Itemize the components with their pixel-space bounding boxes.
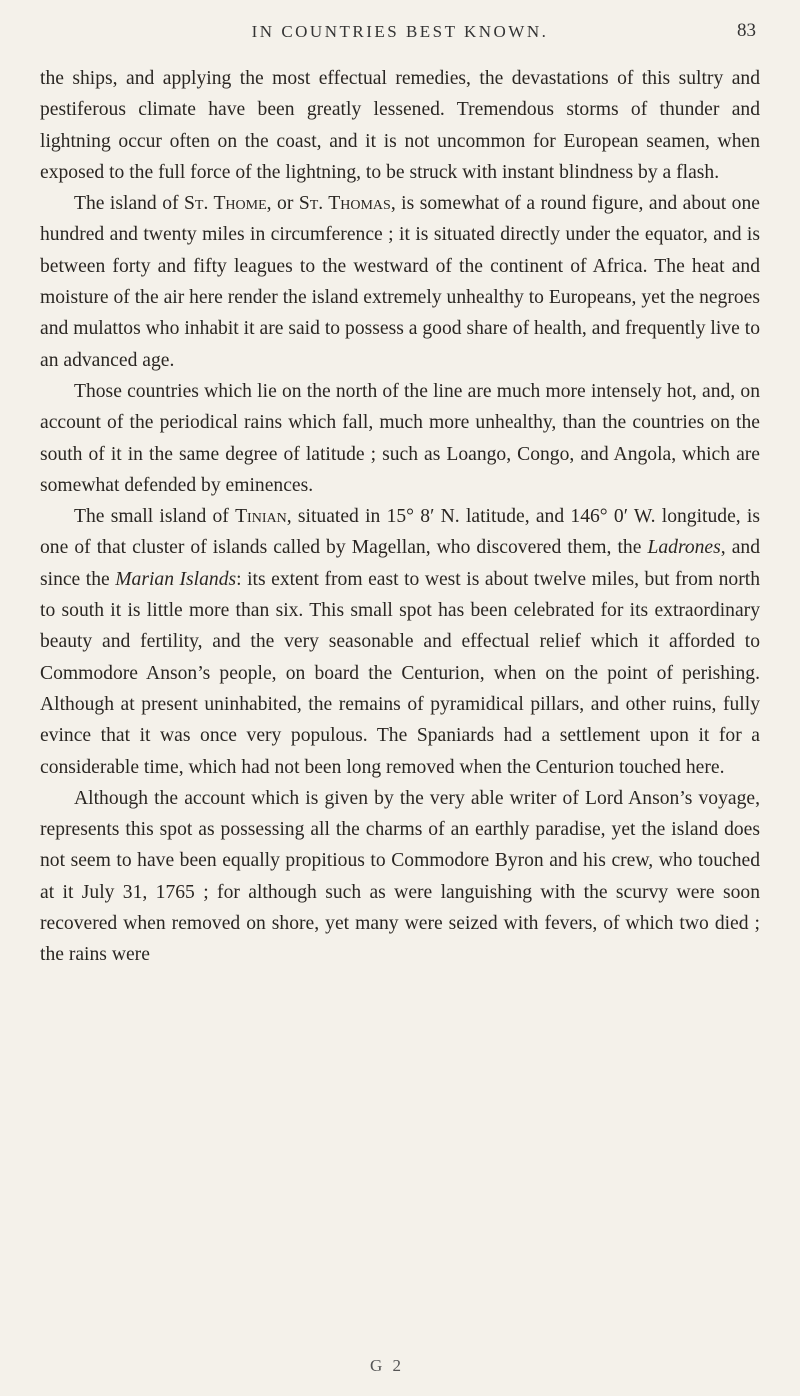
running-title: IN COUNTRIES BEST KNOWN. bbox=[251, 22, 549, 41]
text-run: , is somewhat of a round figure, and about one hundred and twenty miles in circumference ; it is situated directly under the equator, and is between forty and fifty leagues to the westward of the continent of Africa. The heat and moisture of the air here render the island extremely unhealthy to Europeans, yet the negroes and mulattos who inhabit it are said to possess a good share of health, and frequently live to an advanced age. bbox=[40, 193, 760, 371]
paragraph bbox=[40, 501, 760, 783]
small-caps-name: St. Thome bbox=[184, 193, 267, 215]
signature-mark: G 2 bbox=[370, 1356, 405, 1375]
page-number: 83 bbox=[737, 20, 756, 41]
italic-term: Marian Islands bbox=[115, 568, 237, 590]
paragraph bbox=[40, 376, 760, 501]
text-run: Those countries which lie on the north of the line are much more intensely hot, and, on account of the periodical rains which fall, much more unhealthy, than the countries on the south of it in the same degree of latitude ; such as Loango, Congo, and Angola, which are somewhat defended by eminences. bbox=[40, 380, 760, 496]
body-text bbox=[40, 63, 760, 971]
paragraph bbox=[40, 63, 760, 188]
text-run: , and since the bbox=[40, 537, 760, 590]
small-caps-name: Tinian bbox=[235, 506, 287, 528]
italic-term: Ladrones bbox=[647, 537, 721, 559]
paragraph bbox=[40, 188, 760, 376]
paragraph bbox=[40, 783, 760, 971]
text-run: The island of bbox=[74, 193, 184, 215]
text-run: : its extent from east to west is about twelve miles, but from north to south it is little more than six. This small spot has been celebrated for its extraordinary beauty and fertility, and the very seasonable and effectual relief which it afforded to Commodore Anson’s people, on board the Centurion, when on the point of perishing. Although at present uninhabited, the remains of pyramidical pillars, and other ruins, fully evince that it was once very populous. The Spaniards had a settlement upon it for a considerable time, which had not been long removed when the Centurion touched here. bbox=[40, 568, 760, 778]
text-run: , or bbox=[266, 193, 299, 215]
text-run: , situated in 15° 8′ N. latitude, and 146° 0′ W. longitude, is one of that cluster of islands called by Magellan, who discovered them, the bbox=[40, 506, 760, 559]
text-run: the ships, and applying the most effectual remedies, the devastations of this sultry and pestiferous climate have been greatly lessened. Tremendous storms of thunder and lightning occur often on the coast, and it is not uncommon for European seamen, when exposed to the full force of the lightning, to be struck with instant blindness by a flash. bbox=[40, 68, 760, 183]
text-run: Although the account which is given by the very able writer of Lord Anson’s voyage, represents this spot as possessing all the charms of an earthly paradise, yet the island does not seem to have been equally propitious to Commodore Byron and his crew, who touched at it July 31, 1765 ; for although such as were languishing with the scurvy were soon recovered when removed on shore, yet many were seized with fevers, of which two died ; the rains were bbox=[40, 787, 760, 966]
text-run: The small island of bbox=[74, 506, 236, 528]
small-caps-name: St. Thomas bbox=[298, 193, 391, 215]
